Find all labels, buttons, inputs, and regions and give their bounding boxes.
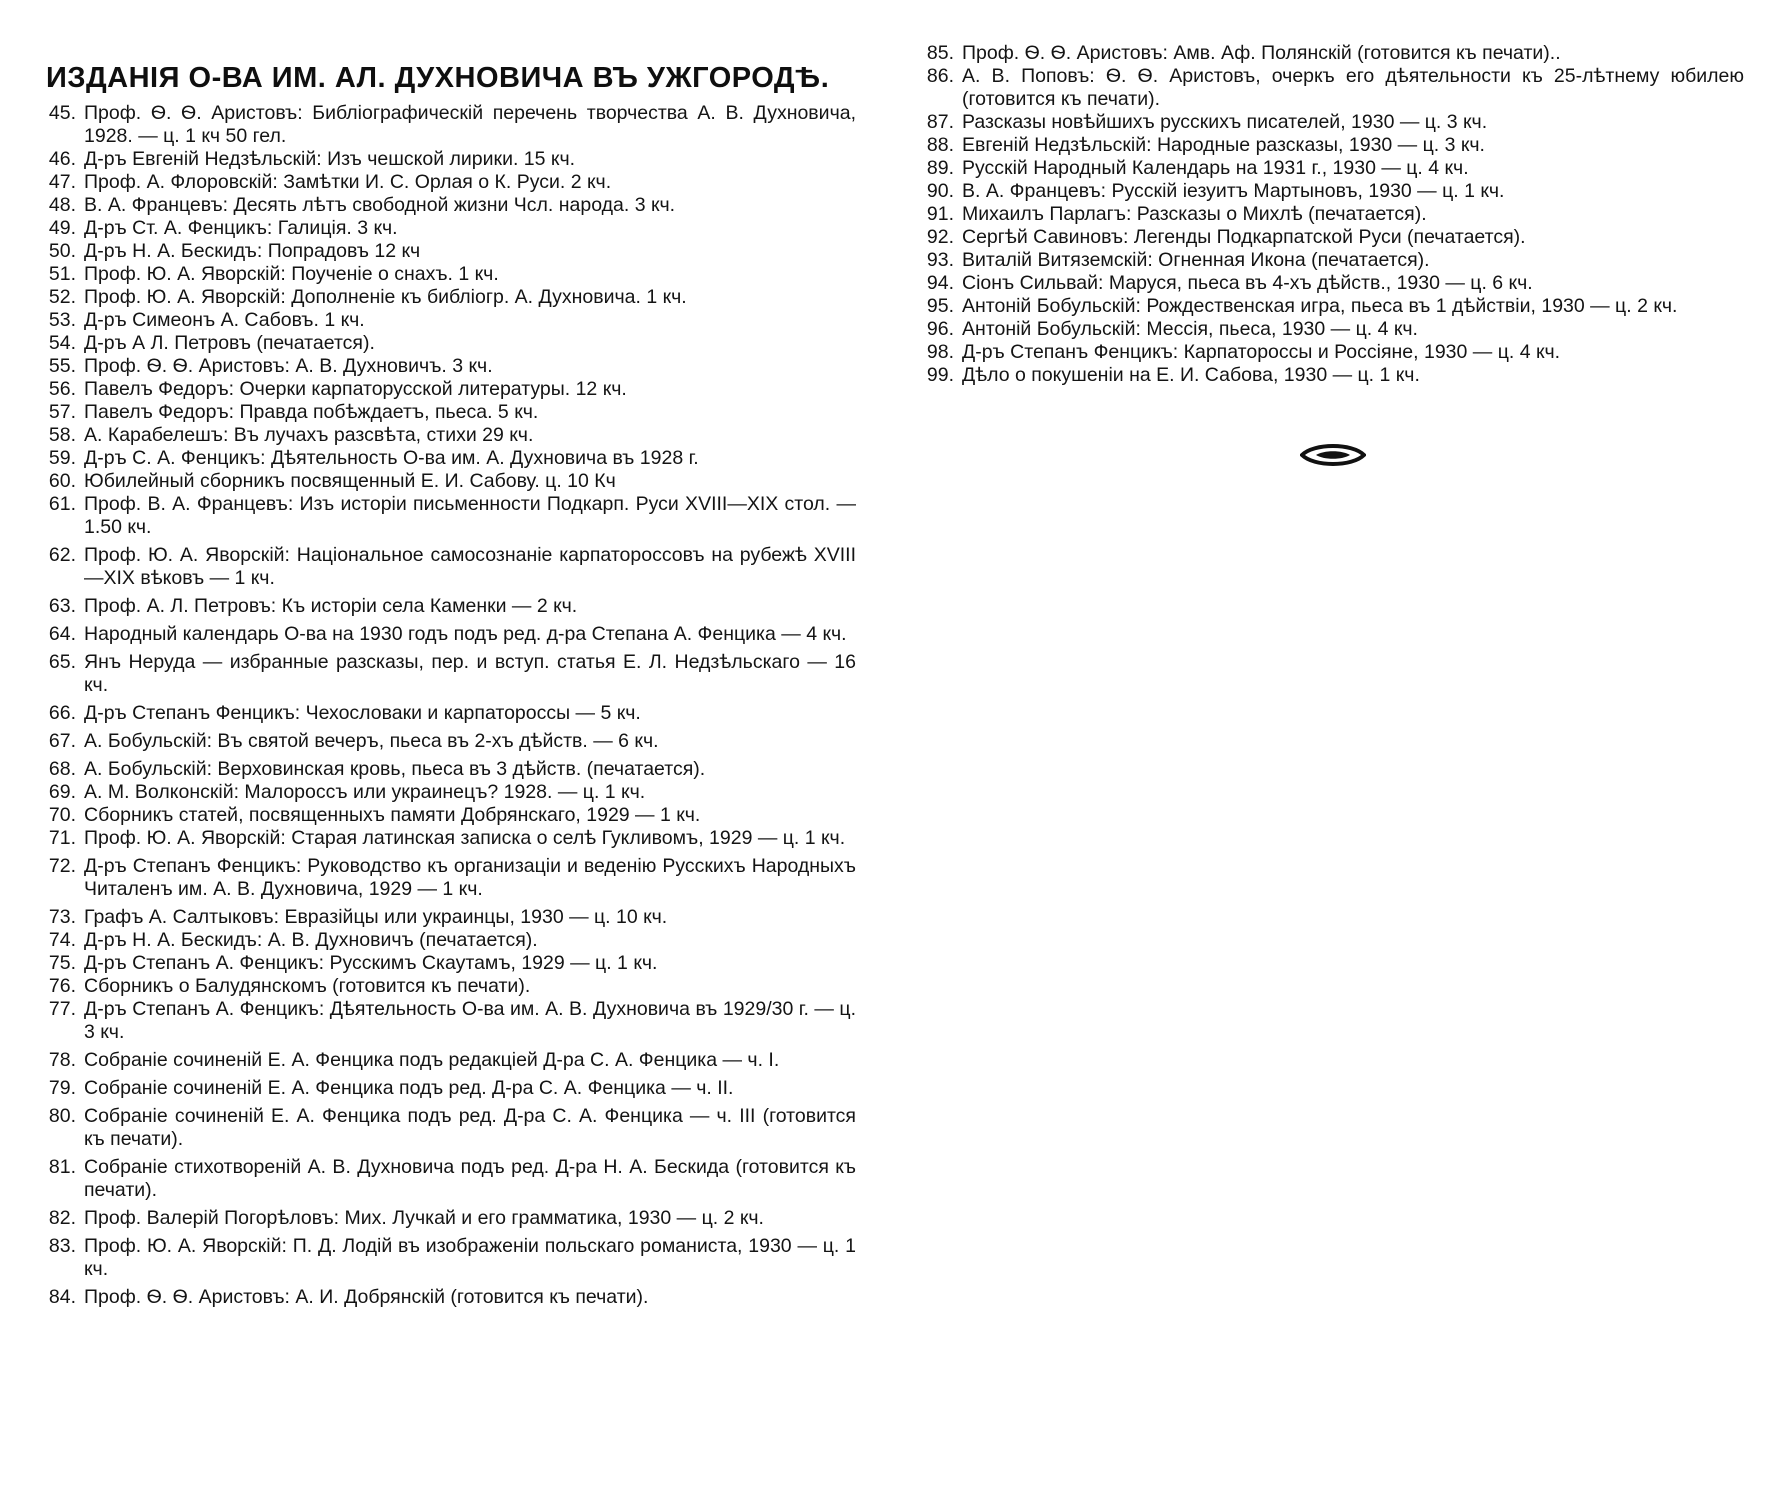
entry-text: А. Бобульскій: Верховинская кровь, пьеса въ 3 дѣйств. (печатается). bbox=[84, 758, 706, 780]
entry-text: Евгеній Недзѣльскій: Народные разсказы, 1930 — ц. 3 кч. bbox=[962, 134, 1485, 156]
list-item bbox=[46, 401, 856, 424]
entry-number: 49. bbox=[48, 217, 76, 239]
entry-text: Сборникъ статей, посвященныхъ памяти Добрянскаго, 1929 — 1 кч. bbox=[84, 804, 701, 826]
entry-number: 95. bbox=[926, 295, 954, 317]
list-item bbox=[46, 447, 856, 470]
page-title: ИЗДАНІЯ О-ВА ИМ. АЛ. ДУХНОВИЧА ВЪ УЖГОРОДѢ. bbox=[46, 62, 830, 94]
entry-text: Сергѣй Савиновъ: Легенды Подкарпатской Руси (печатается). bbox=[962, 226, 1526, 248]
entry-number: 64. bbox=[48, 623, 76, 645]
list-item bbox=[46, 171, 856, 194]
entry-number: 54. bbox=[48, 332, 76, 354]
list-item bbox=[46, 702, 856, 725]
list-item bbox=[46, 148, 856, 171]
list-item bbox=[46, 217, 856, 240]
publication-list-left bbox=[46, 102, 856, 1309]
list-item bbox=[46, 623, 856, 646]
entry-number: 60. bbox=[48, 470, 76, 492]
entry-text: Д-ръ Н. А. Бескидъ: А. В. Духновичъ (печатается). bbox=[84, 929, 538, 951]
list-item bbox=[46, 263, 856, 286]
entry-text: Проф. Ю. А. Яворскій: Національное самосознаніе карпатороссовъ на рубежѣ XVIII—XIX вѣковъ — 1 кч. bbox=[84, 544, 856, 589]
entry-text: Д-ръ Степанъ А. Фенцикъ: Дѣятельность О-ва им. А. В. Духновича въ 1929/30 г. — ц. 3 кч. bbox=[84, 998, 856, 1043]
list-item bbox=[924, 42, 1744, 65]
entry-text: Виталій Витяземскій: Огненная Икона (печатается). bbox=[962, 249, 1430, 271]
entry-text: Д-ръ Степанъ Фенцикъ: Чехословаки и карпатороссы — 5 кч. bbox=[84, 702, 641, 724]
entry-text: Сборникъ о Балудянскомъ (готовится къ печати). bbox=[84, 975, 531, 997]
list-item bbox=[924, 111, 1744, 134]
list-item bbox=[46, 1286, 856, 1309]
entry-text: Проф. Ѳ. Ѳ. Аристовъ: Амв. Аф. Полянскій (готовится къ печати).. bbox=[962, 42, 1561, 64]
entry-number: 73. bbox=[48, 906, 76, 928]
entry-number: 76. bbox=[48, 975, 76, 997]
list-item bbox=[46, 332, 856, 355]
entry-text: Проф. Ѳ. Ѳ. Аристовъ: А. В. Духновичъ. 3 кч. bbox=[84, 355, 493, 377]
entry-text: Д-ръ Симеонъ А. Сабовъ. 1 кч. bbox=[84, 309, 365, 331]
entry-text: В. А. Францевъ: Десять лѣтъ свободной жизни Чсл. народа. 3 кч. bbox=[84, 194, 676, 216]
list-item bbox=[46, 286, 856, 309]
list-item bbox=[924, 157, 1744, 180]
entry-text: Проф. Валерій Погорѣловъ: Мих. Лучкай и его грамматика, 1930 — ц. 2 кч. bbox=[84, 1207, 764, 1229]
list-item bbox=[924, 295, 1744, 318]
list-item bbox=[46, 424, 856, 447]
entry-number: 86. bbox=[926, 65, 954, 87]
list-item bbox=[46, 758, 856, 781]
list-item bbox=[46, 906, 856, 929]
entry-text: Народный календарь О-ва на 1930 годъ подъ ред. д-ра Степана А. Фенцика — 4 кч. bbox=[84, 623, 847, 645]
list-item bbox=[46, 1207, 856, 1230]
entry-text: Проф. А. Флоровскій: Замѣтки И. С. Орлая о К. Руси. 2 кч. bbox=[84, 171, 612, 193]
list-item bbox=[46, 1235, 856, 1281]
entry-number: 78. bbox=[48, 1049, 76, 1071]
entry-text: Собраніе сочиненій Е. А. Фенцика подъ ред. Д-ра С. А. Фенцика — ч. III (готовится къ печати). bbox=[84, 1105, 856, 1150]
entry-text: Д-ръ Ст. А. Фенцикъ: Галиція. 3 кч. bbox=[84, 217, 398, 239]
entry-number: 71. bbox=[48, 827, 76, 849]
list-item bbox=[46, 470, 856, 493]
entry-number: 68. bbox=[48, 758, 76, 780]
entry-number: 57. bbox=[48, 401, 76, 423]
entry-text: Д-ръ С. А. Фенцикъ: Дѣятельность О-ва им. А. Духновича въ 1928 г. bbox=[84, 447, 699, 469]
entry-number: 62. bbox=[48, 544, 76, 566]
entry-text: Собраніе стихотвореній А. В. Духновича подъ ред. Д-ра Н. А. Бескида (готовится къ печати). bbox=[84, 1156, 856, 1201]
list-item bbox=[924, 318, 1744, 341]
entry-text: Собраніе сочиненій Е. А. Фенцика подъ ред. Д-ра С. А. Фенцика — ч. II. bbox=[84, 1077, 734, 1099]
publication-list-right bbox=[924, 42, 1744, 387]
entry-text: Проф. Ѳ. Ѳ. Аристовъ: Библіографическій перечень творчества А. В. Духновича, 1928. — ц. 1 кч 50 гел. bbox=[84, 102, 856, 147]
list-item bbox=[46, 355, 856, 378]
list-item bbox=[46, 827, 856, 850]
entry-text: Проф. Ю. А. Яворскій: Старая латинская записка о селѣ Гукливомъ, 1929 — ц. 1 кч. bbox=[84, 827, 846, 849]
entry-number: 45. bbox=[48, 102, 76, 124]
entry-number: 72. bbox=[48, 855, 76, 877]
list-item bbox=[46, 240, 856, 263]
entry-text: Д-ръ Степанъ Фенцикъ: Карпатороссы и Россіяне, 1930 — ц. 4 кч. bbox=[962, 341, 1561, 363]
entry-number: 69. bbox=[48, 781, 76, 803]
list-item bbox=[46, 1049, 856, 1072]
entry-text: Разсказы новѣйшихъ русскихъ писателей, 1930 — ц. 3 кч. bbox=[962, 111, 1488, 133]
entry-text: Д-ръ А Л. Петровъ (печатается). bbox=[84, 332, 375, 354]
entry-number: 50. bbox=[48, 240, 76, 262]
entry-number: 80. bbox=[48, 1105, 76, 1127]
entry-text: А. Бобульскій: Въ святой вечеръ, пьеса въ 2-хъ дѣйств. — 6 кч. bbox=[84, 730, 659, 752]
entry-number: 70. bbox=[48, 804, 76, 826]
list-item bbox=[924, 65, 1744, 111]
entry-number: 53. bbox=[48, 309, 76, 331]
list-item bbox=[924, 272, 1744, 295]
entry-text: Михаилъ Парлагъ: Разсказы о Михлѣ (печатается). bbox=[962, 203, 1427, 225]
entry-number: 65. bbox=[48, 651, 76, 673]
entry-text: Д-ръ Степанъ А. Фенцикъ: Русскимъ Скаутамъ, 1929 — ц. 1 кч. bbox=[84, 952, 658, 974]
list-item bbox=[46, 1156, 856, 1202]
entry-number: 74. bbox=[48, 929, 76, 951]
entry-number: 92. bbox=[926, 226, 954, 248]
entry-text: А. В. Поповъ: Ѳ. Ѳ. Аристовъ, очеркъ его дѣятельности къ 25-лѣтнему юбилею (готовится къ печати). bbox=[962, 65, 1744, 110]
entry-text: Сіонъ Сильвай: Маруся, пьеса въ 4-хъ дѣйств., 1930 — ц. 6 кч. bbox=[962, 272, 1533, 294]
list-item bbox=[924, 134, 1744, 157]
list-item bbox=[924, 180, 1744, 203]
entry-text: Павелъ Федоръ: Очерки карпаторусской литературы. 12 кч. bbox=[84, 378, 627, 400]
entry-number: 46. bbox=[48, 148, 76, 170]
entry-number: 82. bbox=[48, 1207, 76, 1229]
list-item bbox=[46, 309, 856, 332]
list-item bbox=[46, 929, 856, 952]
list-item bbox=[46, 998, 856, 1044]
list-item bbox=[46, 194, 856, 217]
entry-number: 58. bbox=[48, 424, 76, 446]
entry-number: 85. bbox=[926, 42, 954, 64]
entry-text: Собраніе сочиненій Е. А. Фенцика подъ редакціей Д-ра С. А. Фенцика — ч. I. bbox=[84, 1049, 780, 1071]
entry-number: 89. bbox=[926, 157, 954, 179]
entry-number: 91. bbox=[926, 203, 954, 225]
list-item bbox=[46, 102, 856, 148]
entry-number: 52. bbox=[48, 286, 76, 308]
list-item bbox=[46, 975, 856, 998]
list-item bbox=[924, 203, 1744, 226]
entry-text: Проф. В. А. Францевъ: Изъ исторіи письменности Подкарп. Руси XVIII—XIX стол. — 1.50 кч. bbox=[84, 493, 856, 538]
entry-number: 94. bbox=[926, 272, 954, 294]
entry-number: 77. bbox=[48, 998, 76, 1020]
entry-number: 56. bbox=[48, 378, 76, 400]
entry-text: Проф. Ю. А. Яворскій: П. Д. Лодій въ изображеніи польскаго романиста, 1930 — ц. 1 кч. bbox=[84, 1235, 856, 1280]
entry-text: Дѣло о покушеніи на Е. И. Сабова, 1930 — ц. 1 кч. bbox=[962, 364, 1420, 386]
entry-number: 47. bbox=[48, 171, 76, 193]
entry-text: Проф. Ю. А. Яворскій: Поученіе о снахъ. 1 кч. bbox=[84, 263, 499, 285]
list-item bbox=[46, 1105, 856, 1151]
list-item bbox=[46, 730, 856, 753]
list-item bbox=[46, 1077, 856, 1100]
entry-text: Д-ръ Н. А. Бескидъ: Попрадовъ 12 кч bbox=[84, 240, 421, 262]
entry-number: 51. bbox=[48, 263, 76, 285]
entry-number: 88. bbox=[926, 134, 954, 156]
entry-number: 98. bbox=[926, 341, 954, 363]
entry-text: Д-ръ Степанъ Фенцикъ: Руководство къ организаціи и веденію Русскихъ Народныхъ Читаленъ им. А. В. Духновича, 1929 — 1 кч. bbox=[84, 855, 856, 900]
list-item bbox=[46, 804, 856, 827]
entry-number: 83. bbox=[48, 1235, 76, 1257]
list-item bbox=[46, 544, 856, 590]
entry-number: 79. bbox=[48, 1077, 76, 1099]
list-item bbox=[46, 781, 856, 804]
entry-number: 67. bbox=[48, 730, 76, 752]
list-item bbox=[924, 364, 1744, 387]
entry-text: Русскій Народный Календарь на 1931 г., 1930 — ц. 4 кч. bbox=[962, 157, 1469, 179]
entry-number: 48. bbox=[48, 194, 76, 216]
entry-text: Антоній Бобульскій: Рождественская игра, пьеса въ 1 дѣйствіи, 1930 — ц. 2 кч. bbox=[962, 295, 1678, 317]
entry-text: А. М. Волконскій: Малороссъ или украинецъ? 1928. — ц. 1 кч. bbox=[84, 781, 646, 803]
ornament-inner-lens bbox=[1316, 451, 1350, 459]
entry-text: Юбилейный сборникъ посвященный Е. И. Сабову. ц. 10 Кч bbox=[84, 470, 616, 492]
entry-number: 59. bbox=[48, 447, 76, 469]
entry-number: 96. bbox=[926, 318, 954, 340]
entry-text: Павелъ Федоръ: Правда побѣждаетъ, пьеса. 5 кч. bbox=[84, 401, 539, 423]
entry-number: 87. bbox=[926, 111, 954, 133]
entry-text: Проф. Ѳ. Ѳ. Аристовъ: А. И. Добрянскій (готовится къ печати). bbox=[84, 1286, 649, 1308]
list-item bbox=[46, 595, 856, 618]
entry-text: В. А. Францевъ: Русскій іезуитъ Мартыновъ, 1930 — ц. 1 кч. bbox=[962, 180, 1505, 202]
list-item bbox=[924, 226, 1744, 249]
entry-text: Проф. Ю. А. Яворскій: Дополненіе къ библіогр. А. Духновича. 1 кч. bbox=[84, 286, 687, 308]
list-item bbox=[46, 378, 856, 401]
entry-number: 61. bbox=[48, 493, 76, 515]
entry-number: 90. bbox=[926, 180, 954, 202]
list-item bbox=[924, 249, 1744, 272]
entry-number: 93. bbox=[926, 249, 954, 271]
entry-number: 81. bbox=[48, 1156, 76, 1178]
entry-text: Графъ А. Салтыковъ: Евразійцы или украинцы, 1930 — ц. 10 кч. bbox=[84, 906, 668, 928]
entry-text: Проф. А. Л. Петровъ: Къ исторіи села Каменки — 2 кч. bbox=[84, 595, 578, 617]
list-item bbox=[46, 952, 856, 975]
eye-ornament-icon bbox=[1300, 441, 1366, 469]
entry-number: 84. bbox=[48, 1286, 76, 1308]
entry-number: 66. bbox=[48, 702, 76, 724]
entry-number: 55. bbox=[48, 355, 76, 377]
entry-text: А. Карабелешъ: Въ лучахъ разсвѣта, стихи 29 кч. bbox=[84, 424, 534, 446]
list-item bbox=[46, 855, 856, 901]
entry-number: 75. bbox=[48, 952, 76, 974]
entry-text: Антоній Бобульскій: Мессія, пьеса, 1930 — ц. 4 кч. bbox=[962, 318, 1418, 340]
entry-number: 63. bbox=[48, 595, 76, 617]
list-item bbox=[924, 341, 1744, 364]
entry-text: Д-ръ Евгеній Недзѣльскій: Изъ чешской лирики. 15 кч. bbox=[84, 148, 576, 170]
list-item bbox=[46, 651, 856, 697]
entry-number: 99. bbox=[926, 364, 954, 386]
list-item bbox=[46, 493, 856, 539]
entry-text: Янъ Неруда — избранные разсказы, пер. и вступ. статья Е. Л. Недзѣльскаго — 16 кч. bbox=[84, 651, 856, 696]
